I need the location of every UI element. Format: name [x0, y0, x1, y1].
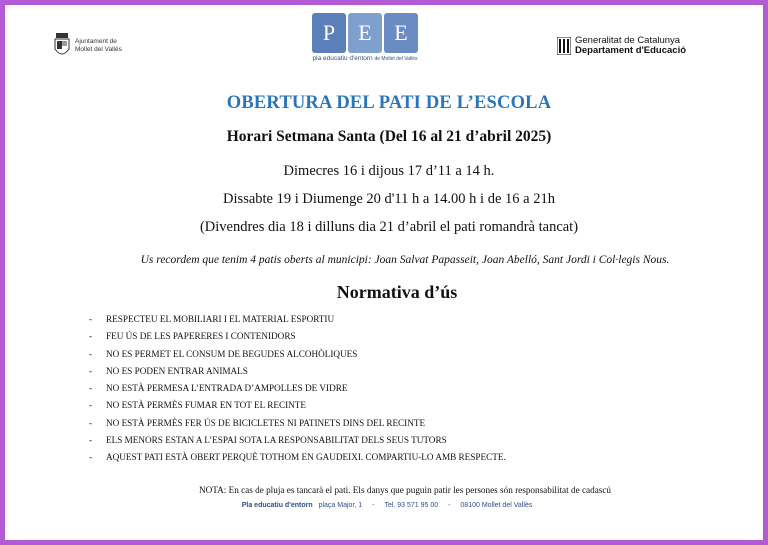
footer-separator: - — [448, 502, 451, 509]
page-title: OBERTURA DEL PATI DE L’ESCOLA — [226, 93, 552, 113]
list-item: - NO ESTÀ PERMÈS FER ÚS DE BICICLETES NI PATINETS DINS DEL RECINTE — [89, 417, 426, 428]
coat-of-arms-icon — [53, 33, 71, 59]
schedule-line-3: (Divendres dia 18 i dilluns dia 21 d’abril el pati romandrà tancat) — [199, 219, 579, 235]
generalitat-line2: Departament d'Educació — [575, 45, 687, 56]
rules-title: Normativa d’ús — [336, 282, 458, 302]
generalitat-line1: Generalitat de Catalunya — [575, 35, 681, 46]
list-item: - NO ES PERMET EL CONSUM DE BEGUDES ALCOHÒLIQUES — [89, 348, 358, 359]
list-item: - NO ES PODEN ENTRAR ANIMALS — [89, 365, 248, 376]
puzzle-piece-p: P — [312, 13, 346, 53]
ajuntament-line2: Mollet del Vallès — [75, 46, 122, 53]
pee-subtitle-small: de Mollet del Vallès — [374, 56, 418, 62]
reminder-text: Us recordem que tenim 4 patis oberts al municipi: Joan Salvat Papasseit, Joan Abelló, Sant Jordi i Col·legis Nous. — [140, 254, 670, 266]
footer — [5, 502, 768, 509]
list-item: - NO ESTÀ PERMESA L’ENTRADA D’AMPOLLES DE VIDRE — [89, 383, 348, 394]
list-item: - ELS MENORS ESTAN A L’ESPAI SOTA LA RESPONSABILITAT DELS SEUS TUTORS — [89, 435, 447, 446]
generalitat-logo — [557, 36, 686, 56]
list-item: - AQUEST PATI ESTÀ OBERT PERQUÈ TOTHOM EN GAUDEIXI. COMPARTIU-LO AMB RESPECTE. — [89, 452, 506, 463]
footer-org: Pla educatiu d'entorn — [241, 502, 313, 509]
ajuntament-line1: Ajuntament de — [75, 38, 117, 45]
list-item: - NO ESTÀ PERMÈS FUMAR EN TOT EL RECINTE — [89, 400, 307, 411]
rain-note: NOTA: En cas de pluja es tancarà el pati. Els danys que puguin patir les persones són responsabilitat de cadascú — [198, 485, 612, 495]
pee-subtitle: pla educatiu d'entorn — [312, 55, 373, 62]
ajuntament-logo — [53, 33, 122, 59]
senyera-icon — [557, 37, 571, 55]
schedule-line-1: Dimecres 16 i dijous 17 d’11 a 14 h. — [283, 163, 495, 179]
puzzle-piece-e2: E — [384, 13, 418, 53]
list-item: - FEU ÚS DE LES PAPERERES I CONTENIDORS — [89, 331, 296, 342]
schedule-subtitle: Horari Setmana Santa (Del 16 al 21 d’abril 2025) — [226, 128, 552, 145]
puzzle-piece-e1: E — [348, 13, 382, 53]
pee-logo — [305, 13, 425, 62]
footer-address: plaça Major, 1 — [318, 502, 363, 509]
footer-separator: - — [372, 502, 375, 509]
footer-city: 08100 Mollet del Vallès — [460, 502, 533, 509]
schedule-line-2: Dissabte 19 i Diumenge 20 d'11 h a 14.00 h i de 16 a 21h — [223, 191, 555, 207]
list-item: - RESPECTEU EL MOBILIARI I EL MATERIAL ESPORTIU — [89, 314, 335, 324]
footer-phone: Tel. 93 571 95 00 — [384, 502, 439, 509]
rules-list — [89, 313, 506, 469]
